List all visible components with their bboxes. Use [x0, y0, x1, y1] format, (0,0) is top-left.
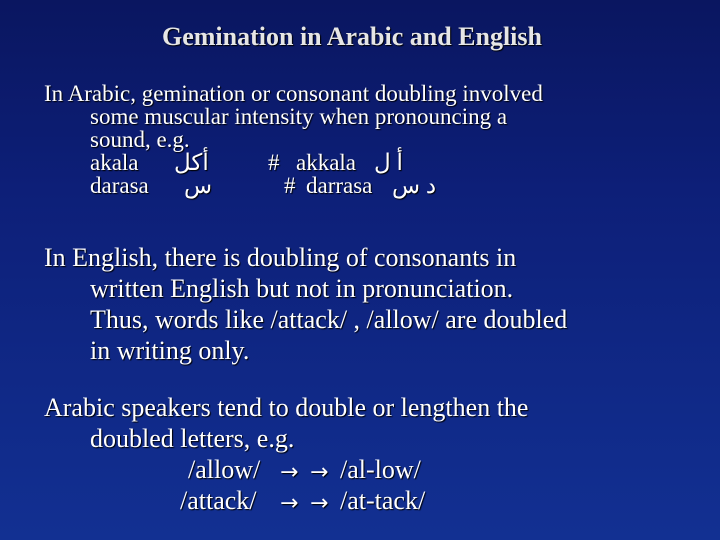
slide-title: Gemination in Arabic and English: [162, 22, 542, 51]
para1-line3: sound, e.g.: [90, 127, 190, 152]
example-word-doubled: akkala: [296, 150, 357, 175]
example-row-allow: [44, 454, 694, 485]
arrow-right-icon: →: [310, 491, 329, 516]
paragraph-english-doubling: [44, 242, 694, 366]
para3-line2: doubled letters, e.g.: [90, 424, 295, 453]
arrow-right-icon: →: [310, 460, 329, 485]
example-to: /al-low/: [340, 455, 421, 484]
example-row-darasa: [44, 174, 694, 197]
paragraph-arabic-speakers: [44, 392, 694, 516]
example-arabic-doubled: د س: [392, 173, 437, 198]
example-word-doubled: darrasa: [306, 173, 373, 198]
para1-line2: some muscular intensity when pronouncing a: [90, 104, 508, 129]
example-arabic: أكل: [174, 150, 209, 175]
para2-line4: in writing only.: [90, 336, 250, 365]
example-row-akala: [44, 151, 694, 174]
example-arabic: س: [184, 173, 213, 198]
example-from: /allow/: [188, 455, 261, 484]
paragraph-arabic-gemination: [44, 82, 694, 197]
example-row-attack: [44, 485, 694, 516]
para1-line1: In Arabic, gemination or consonant doubling involved: [44, 81, 543, 106]
example-to: /at-tack/: [340, 486, 426, 515]
arrow-right-icon: →: [280, 460, 299, 485]
example-arabic-doubled: أ ل: [374, 150, 403, 175]
example-separator: #: [284, 173, 296, 198]
para2-line1: In English, there is doubling of consonants in: [44, 243, 517, 272]
example-word: darasa: [90, 173, 149, 198]
arrow-right-icon: →: [280, 491, 299, 516]
para3-line1: Arabic speakers tend to double or lengthen the: [44, 393, 529, 422]
example-separator: #: [268, 150, 280, 175]
example-word: akala: [90, 150, 139, 175]
example-from: /attack/: [180, 486, 257, 515]
para2-line3: Thus, words like /attack/ , /allow/ are doubled: [90, 305, 568, 334]
para2-line2: written English but not in pronunciation.: [90, 274, 514, 303]
